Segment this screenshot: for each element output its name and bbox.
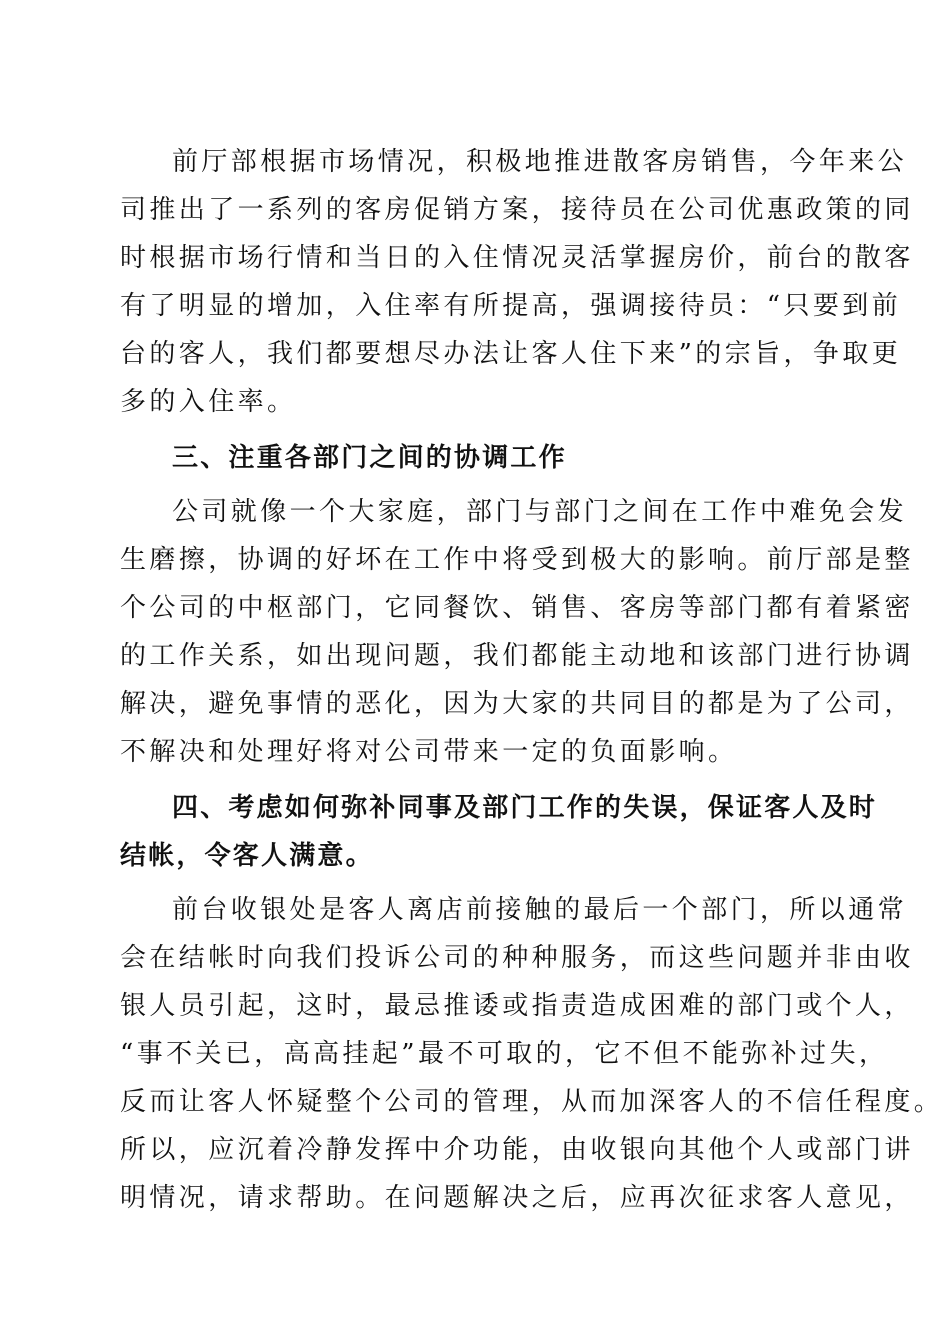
paragraph-line: 公司就像一个大家庭，部门与部门之间在工作中难免会发 xyxy=(172,497,908,527)
section-heading: 四、考虑如何弥补同事及部门工作的失误，保证客人及时 xyxy=(172,793,878,823)
paragraph-line: 司推出了一系列的客房促销方案，接待员在公司优惠政策的同 xyxy=(120,195,914,225)
paragraph-line: 生磨擦，协调的好坏在工作中将受到极大的影响。前厅部是整 xyxy=(120,545,914,575)
paragraph-line: 明情况，请求帮助。在问题解决之后，应再次征求客人意见， xyxy=(120,1183,914,1213)
paragraph-line: 所以，应沉着冷静发挥中介功能，由收银向其他个人或部门讲 xyxy=(120,1135,914,1165)
paragraph-line: 前厅部根据市场情况，积极地推进散客房销售，今年来公 xyxy=(172,147,908,177)
paragraph-line: 银人员引起，这时，最忌推诿或指责造成困难的部门或个人， xyxy=(120,991,914,1021)
paragraph-line: 反而让客人怀疑整个公司的管理，从而加深客人的不信任程度。 xyxy=(120,1087,944,1117)
paragraph-line: 会在结帐时向我们投诉公司的种种服务，而这些问题并非由收 xyxy=(120,943,914,973)
paragraph-line: 有了明显的增加，入住率有所提高，强调接待员：“只要到前 xyxy=(120,291,902,321)
paragraph-line: 的工作关系，如出现问题，我们都能主动地和该部门进行协调 xyxy=(120,641,914,671)
paragraph-line: “事不关已，高高挂起”最不可取的，它不但不能弥补过失， xyxy=(120,1039,889,1069)
paragraph-line: 前台收银处是客人离店前接触的最后一个部门，所以通常 xyxy=(172,895,908,925)
paragraph-line: 台的客人，我们都要想尽办法让客人住下来”的宗旨，争取更 xyxy=(120,339,902,369)
section-heading: 三、注重各部门之间的协调工作 xyxy=(172,443,567,473)
paragraph-line: 个公司的中枢部门，它同餐饮、销售、客房等部门都有着紧密 xyxy=(120,593,914,623)
paragraph-line: 时根据市场行情和当日的入住情况灵活掌握房价，前台的散客 xyxy=(120,243,914,273)
section-heading-continuation: 结帐，令客人满意。 xyxy=(120,841,374,871)
paragraph-line: 多的入住率。 xyxy=(120,387,297,417)
document-body xyxy=(120,138,944,1222)
paragraph-line: 解决，避免事情的恶化，因为大家的共同目的都是为了公司， xyxy=(120,689,914,719)
paragraph-line: 不解决和处理好将对公司带来一定的负面影响。 xyxy=(120,737,738,767)
